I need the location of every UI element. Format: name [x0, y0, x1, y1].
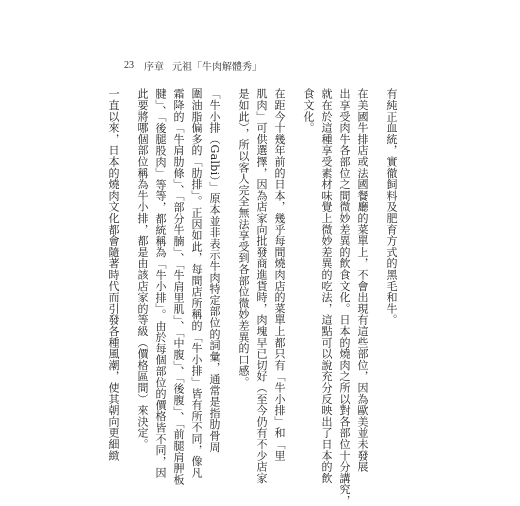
text-column: 有純正血統，實徹飼料及肥育方式的黑毛和牛。 [385, 88, 398, 326]
text-column: 食文化。 [302, 88, 315, 134]
chapter-label: 序章 [144, 62, 164, 73]
text-column: 就在於這種享受素材味覺上微妙差異的吃法，這點可以說充分反映出了日本的飲 [320, 88, 333, 484]
running-head [124, 58, 262, 73]
text-column: 腱」、「後腿股肉」等等，都統稱為「牛小排」。由於每個部位的價格皆不同，因 [154, 88, 167, 479]
text-column: 出享受肉牛各部位之間微妙差異的飲食文化。日本的燒肉之所以對各部位十分講究， [338, 88, 351, 506]
page-number: 23 [124, 60, 134, 71]
text-column: 此要將哪個部位稱為牛小排，都是由該店家的等級（價格區間）來決定。 [136, 88, 149, 450]
text-column: 在距今十幾年前的日本，幾乎每間燒肉店的菜單上都只有「牛小排」和「里 [273, 88, 286, 461]
text-column: 在美國牛排店或法國餐廳的菜單上，不會出現有這些部位，因為歐美並未發展 [356, 88, 369, 473]
text-column: 霜降的「牛肩肋條」、「部分牛腩」、「牛肩里肌」、「中腹」、「後腹」、「前腿肩胛板 [172, 88, 185, 485]
body-text [104, 88, 400, 506]
text-column: 肌肉」可供選擇，因為店家向批發商進貨時，肉塊早已切好（至今仍有不少店家 [255, 88, 268, 484]
text-column: 「牛小排（Galbi）」原本並非表示牛肉特定部位的詞彙，通常是指肋骨周 [208, 88, 221, 453]
text-column: 一直以來，日本的燒肉文化都會隨著時代而引發各種風潮，使其朝向更細緻 [107, 88, 120, 461]
chapter-title: 元祖「牛肉解體秀」 [172, 62, 262, 73]
text-column: 是如此），所以客人完全無法享受到各部位微妙差異的口感。 [237, 88, 250, 388]
text-column: 圍油脂偏多的「肋排」。正因如此，每間店所稱的「牛小排」皆有所不同，像凡 [190, 88, 203, 478]
